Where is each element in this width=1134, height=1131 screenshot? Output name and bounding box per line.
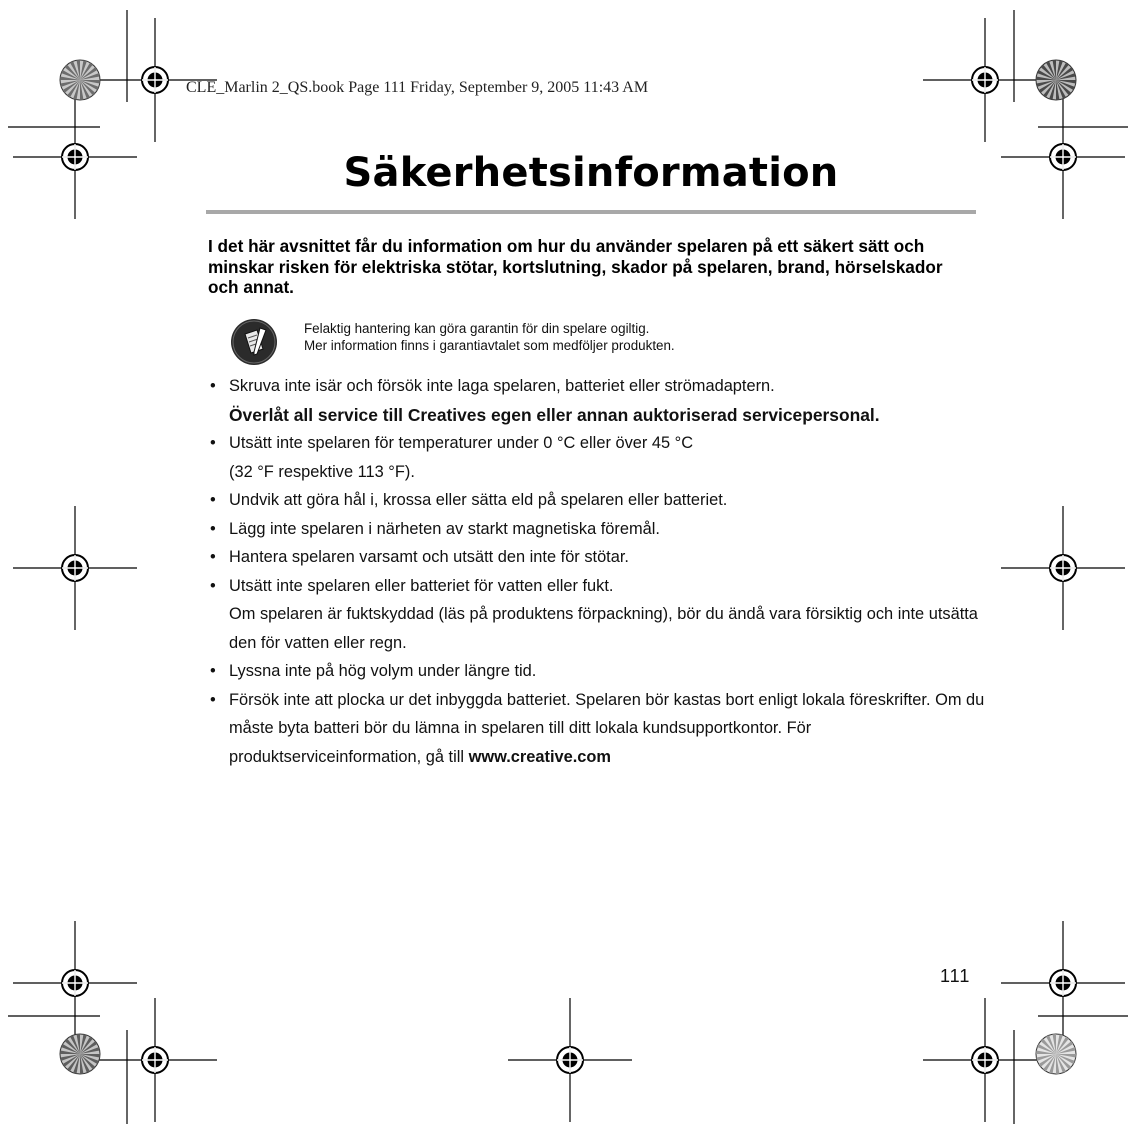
color-starburst-mark (1036, 60, 1076, 100)
registration-mark (93, 998, 217, 1122)
bullet-text: • Utsätt inte spelaren eller batteriet för vatten eller fukt. (229, 576, 614, 595)
list-item (208, 657, 988, 686)
bullet-continuation: (32 °F respektive 113 °F). (229, 462, 415, 481)
service-emphasis: Överlåt all service till Creatives egen eller annan auktoriserad servicepersonal. (229, 404, 880, 425)
list-item (208, 543, 988, 572)
title-underline (206, 210, 976, 214)
registration-mark (1001, 921, 1125, 1045)
bullet-continuation: Om spelaren är fuktskyddad (läs på produktens förpackning), bör du ändå vara försiktig och inte utsätta den för vatten eller regn. (229, 605, 978, 652)
bullet-text: • Undvik att göra hål i, krossa eller sätta eld på spelaren eller batteriet. (229, 491, 728, 509)
intro-paragraph: I det här avsnittet får du information om hur du använder spelaren på ett säkert sätt och minskar risken för elektriska stötar, kortslutning, skador på spelaren, brand, hörselskador och annat. (208, 236, 943, 297)
bullet-text: • Hantera spelaren varsamt och utsätt den inte för stötar. (229, 548, 629, 566)
list-item (208, 515, 988, 544)
note-line: Mer information finns i garantiavtalet som medföljer produkten. (304, 338, 675, 353)
registration-mark (13, 506, 137, 630)
registration-mark (1001, 95, 1125, 219)
registration-mark (13, 921, 137, 1045)
bullet-text: • Skruva inte isär och försök inte laga spelaren, batteriet eller strömadaptern. (229, 377, 775, 395)
creative-website-link[interactable]: www.creative.com (468, 747, 612, 766)
list-item (208, 572, 988, 658)
note-pen-icon (230, 318, 278, 366)
list-item (208, 686, 988, 772)
registration-mark (923, 18, 1047, 142)
bullet-text: • Lägg inte spelaren i närheten av starkt magnetiska föremål. (229, 519, 660, 538)
registration-mark (923, 998, 1047, 1122)
color-starburst-mark (60, 60, 100, 100)
list-item (208, 372, 988, 429)
page-title: Säkerhetsinformation (343, 150, 839, 196)
bullet-text: • Utsätt inte spelaren för temperaturer under 0 °C eller över 45 °C (229, 434, 694, 452)
color-starburst-mark (60, 1034, 100, 1074)
registration-mark (13, 95, 137, 219)
warranty-note (304, 320, 675, 354)
safety-list (208, 372, 988, 771)
bullet-text: Försök inte att plocka ur det inbyggda batteriet. Spelaren bör kastas bort enligt lokala föreskrifter. Om du måste byta batteri bör du lämna in spelaren till ditt lokala kundsupportkontor. För produktserviceinformation, gå till (229, 690, 985, 766)
list-item (208, 486, 988, 515)
note-line: Felaktig hantering kan göra garantin för din spelare ogiltig. (304, 321, 650, 336)
print-slug: CLE_Marlin 2_QS.book Page 111 Friday, September 9, 2005 11:43 AM (186, 79, 649, 96)
color-starburst-mark (1036, 1034, 1076, 1074)
registration-mark (508, 998, 632, 1122)
page-number: 111 (940, 966, 971, 986)
registration-mark (1001, 506, 1125, 630)
list-item (208, 429, 988, 486)
bullet-text: • Lyssna inte på hög volym under längre tid. (229, 662, 537, 680)
